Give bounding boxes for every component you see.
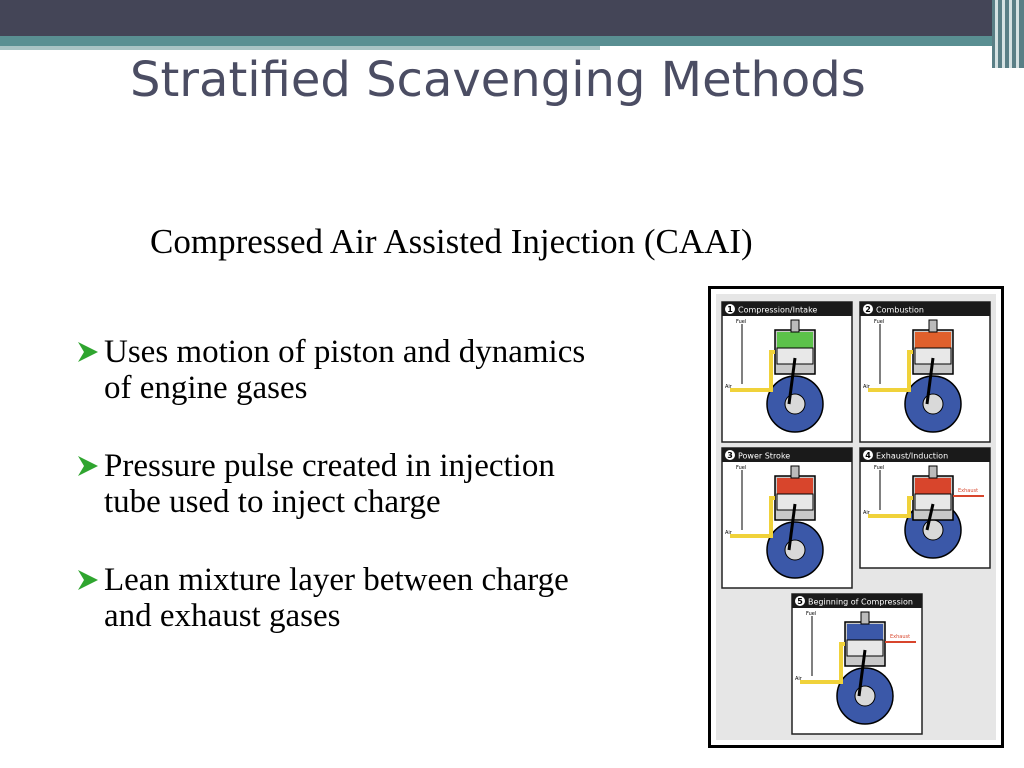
step-number: 3 bbox=[727, 451, 733, 460]
step-number: 5 bbox=[797, 597, 803, 606]
spark-plug-icon bbox=[791, 466, 799, 478]
spark-plug-icon bbox=[861, 612, 869, 624]
panel-label: Beginning of Compression bbox=[808, 597, 913, 607]
spark-plug-icon bbox=[791, 320, 799, 332]
caai-engine-diagram bbox=[708, 286, 1004, 748]
fuel-label: Fuel bbox=[874, 465, 885, 471]
bullet-list bbox=[76, 334, 596, 676]
fuel-label: Fuel bbox=[806, 611, 817, 617]
spark-plug-icon bbox=[929, 466, 937, 478]
cycle-panel-2 bbox=[860, 302, 990, 442]
bullet-text: Lean mixture layer between charge and exhaust gases bbox=[104, 562, 569, 634]
header-band-dark bbox=[0, 0, 1024, 36]
slide-title: Stratified Scavenging Methods bbox=[130, 52, 866, 108]
bullet-item bbox=[76, 562, 596, 634]
arrow-bullet-icon bbox=[76, 455, 100, 477]
cycle-panel-1 bbox=[722, 302, 852, 442]
panel-label: Exhaust/Induction bbox=[876, 451, 949, 461]
step-number: 2 bbox=[865, 305, 871, 314]
crank-hub bbox=[855, 686, 875, 706]
air-label: Air bbox=[795, 676, 802, 682]
bullet-item bbox=[76, 334, 596, 406]
panel-label: Compression/Intake bbox=[738, 305, 818, 315]
header-stripes-decoration bbox=[992, 0, 1024, 68]
crank-hub bbox=[923, 520, 943, 540]
slide-subtitle: Compressed Air Assisted Injection (CAAI) bbox=[150, 222, 753, 261]
crank-hub bbox=[923, 394, 943, 414]
arrow-bullet-icon bbox=[76, 569, 100, 591]
combustion-chamber bbox=[915, 332, 951, 348]
combustion-chamber bbox=[847, 624, 883, 640]
step-number: 1 bbox=[727, 305, 733, 314]
air-label: Air bbox=[863, 384, 870, 390]
fuel-label: Fuel bbox=[736, 319, 747, 325]
panel-label: Power Stroke bbox=[738, 451, 791, 461]
bullet-text: Pressure pulse created in injection tube used to inject charge bbox=[104, 448, 555, 520]
air-label: Air bbox=[725, 384, 732, 390]
step-number: 4 bbox=[865, 451, 871, 460]
fuel-label: Fuel bbox=[874, 319, 885, 325]
header-band-line bbox=[0, 46, 600, 50]
exhaust-label: Exhaust bbox=[958, 488, 979, 494]
combustion-chamber bbox=[915, 478, 951, 494]
arrow-bullet-icon bbox=[76, 341, 100, 363]
bullet-text: Uses motion of piston and dynamics of engine gases bbox=[104, 334, 586, 406]
air-label: Air bbox=[863, 510, 870, 516]
fuel-label: Fuel bbox=[736, 465, 747, 471]
crank-hub bbox=[785, 394, 805, 414]
cycle-panel-4 bbox=[860, 448, 990, 568]
air-label: Air bbox=[725, 530, 732, 536]
header-band-teal bbox=[0, 36, 1024, 46]
spark-plug-icon bbox=[929, 320, 937, 332]
combustion-chamber bbox=[777, 478, 813, 494]
cycle-panel-3 bbox=[722, 448, 852, 588]
cycle-panel-5 bbox=[792, 594, 922, 734]
exhaust-label: Exhaust bbox=[890, 634, 911, 640]
panel-label: Combustion bbox=[876, 305, 924, 315]
bullet-item bbox=[76, 448, 596, 520]
crank-hub bbox=[785, 540, 805, 560]
combustion-chamber bbox=[777, 332, 813, 348]
